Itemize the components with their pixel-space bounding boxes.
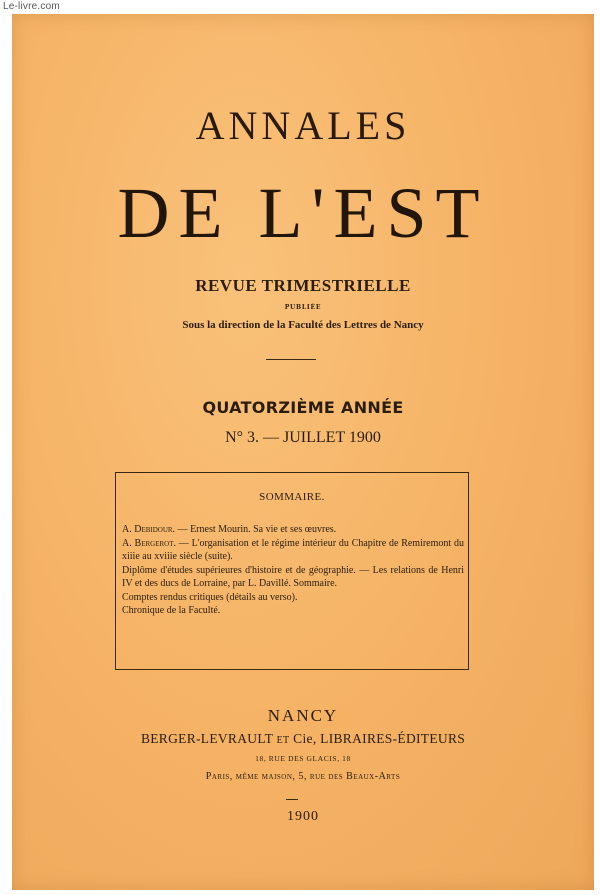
list-item [122, 564, 464, 591]
list-item [122, 537, 464, 564]
direction-line: Sous la direction de la Faculté des Lettres de Nancy [182, 319, 424, 331]
watermark: Le-livre.com [3, 1, 60, 12]
item-text: Diplôme d'études supérieures d'histoire et de géographie. — Les relations de Henri IV et des ducs de Lorraine, par L. Davillé. Sommaire. [122, 564, 464, 589]
publication-year: 1900 [287, 809, 319, 824]
title-annales: ANNALES [195, 103, 411, 148]
issue-number: N° 3. — JUILLET 1900 [225, 429, 381, 446]
item-text: Comptes rendus critiques (détails au verso). [122, 591, 298, 603]
item-author: A. Bergerot. [122, 537, 176, 549]
list-item [122, 604, 464, 618]
paris-address: Paris, même maison, 5, rue des Beaux-Arts [205, 771, 401, 782]
title-de-lest: DE L'EST [117, 173, 489, 253]
publisher-name-part2: , LIBRAIRES-ÉDITEURS [312, 731, 466, 746]
item-text: Chronique de la Faculté. [122, 605, 221, 616]
list-item [122, 523, 464, 537]
item-text: — Ernest Mourin. Sa vie et ses œuvres. [175, 524, 337, 535]
subtitle-revue: REVUE TRIMESTRIELLE [195, 276, 411, 295]
publisher-cie: Cie [293, 731, 313, 746]
publisher-city: NANCY [267, 706, 339, 725]
publisher-name [12, 731, 594, 747]
divider-rule [266, 359, 316, 360]
published-label: PUBLIÉE [284, 304, 322, 311]
publisher-address: 18, RUE DES GLACIS, 18 [255, 754, 351, 763]
sommaire-title: SOMMAIRE. [259, 491, 325, 503]
sommaire-list [122, 523, 464, 618]
item-author: A. Debidour. [122, 524, 176, 535]
list-item [122, 591, 464, 605]
book-cover [12, 14, 594, 890]
publisher-et: ET [276, 735, 290, 746]
item-text: — L'organisation et le régime intérieur du Chapitre de Remiremont du xiiie au xviiie siècle (suite). [122, 537, 464, 562]
year-label: QUATORZIÈME ANNÉE [202, 398, 404, 417]
sommaire-box [115, 472, 469, 670]
divider-rule-small [286, 799, 298, 800]
publisher-name-part1: BERGER-LEVRAULT [140, 731, 273, 746]
